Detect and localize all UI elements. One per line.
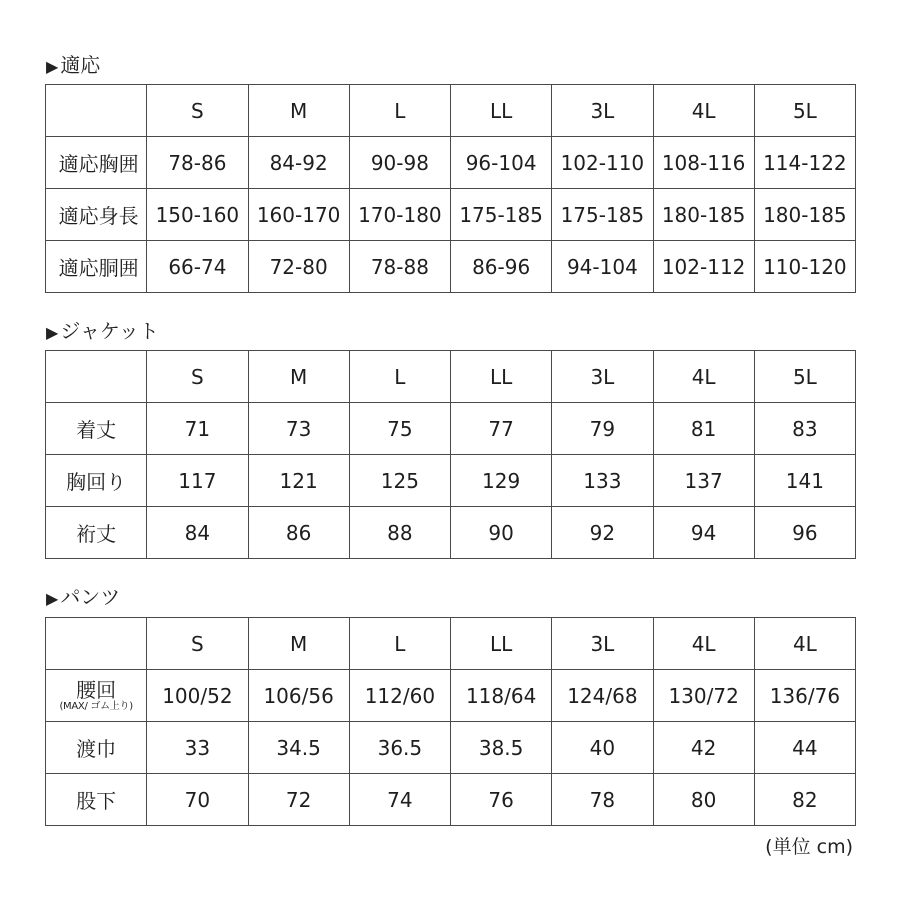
triangle-marker-icon: ▶ xyxy=(46,57,59,76)
row-label: 股下 xyxy=(46,774,147,826)
table-cell: 100/52 xyxy=(147,670,248,722)
table-cell: 112/60 xyxy=(349,670,450,722)
table-cell: 94-104 xyxy=(552,241,653,293)
row-label-main: 腰回 xyxy=(76,677,117,702)
header-cell: 3L xyxy=(552,351,653,403)
table-cell: 38.5 xyxy=(451,722,552,774)
table-cell: 78-86 xyxy=(147,137,248,189)
table-cell: 81 xyxy=(653,403,754,455)
row-label: 裄丈 xyxy=(46,507,147,559)
table-cell: 96-104 xyxy=(451,137,552,189)
table-cell: 74 xyxy=(349,774,450,826)
table-cell: 110-120 xyxy=(754,241,855,293)
table-cell: 102-110 xyxy=(552,137,653,189)
table-cell: 78 xyxy=(552,774,653,826)
table-cell: 34.5 xyxy=(248,722,349,774)
table-cell: 82 xyxy=(754,774,855,826)
row-label: 適応胴囲 xyxy=(46,241,147,293)
table-cell: 84 xyxy=(147,507,248,559)
table-header-row xyxy=(46,85,856,137)
header-cell: 4L xyxy=(653,85,754,137)
row-label-sub: (MAX/ ゴム上り) xyxy=(59,700,133,712)
header-cell: L xyxy=(349,351,450,403)
pants-size-table xyxy=(45,617,856,826)
table-cell: 83 xyxy=(754,403,855,455)
header-cell: LL xyxy=(451,618,552,670)
table-cell: 133 xyxy=(552,455,653,507)
table-cell: 40 xyxy=(552,722,653,774)
header-cell-empty xyxy=(46,351,147,403)
table-row xyxy=(46,507,856,559)
table-row xyxy=(46,774,856,826)
header-cell: 5L xyxy=(754,85,855,137)
table-cell: 72-80 xyxy=(248,241,349,293)
table-cell: 137 xyxy=(653,455,754,507)
table-cell: 108-116 xyxy=(653,137,754,189)
table-cell: 106/56 xyxy=(248,670,349,722)
table-row xyxy=(46,670,856,722)
header-cell: 3L xyxy=(552,85,653,137)
section-title-jacket xyxy=(46,319,159,345)
table-cell: 33 xyxy=(147,722,248,774)
table-cell: 180-185 xyxy=(653,189,754,241)
table-cell: 96 xyxy=(754,507,855,559)
header-cell: 3L xyxy=(552,618,653,670)
table-cell: 170-180 xyxy=(349,189,450,241)
triangle-marker-icon: ▶ xyxy=(46,589,59,608)
table-cell: 92 xyxy=(552,507,653,559)
table-cell: 75 xyxy=(349,403,450,455)
row-label: 渡巾 xyxy=(46,722,147,774)
header-cell: 4L xyxy=(754,618,855,670)
table-cell: 175-185 xyxy=(451,189,552,241)
table-row xyxy=(46,189,856,241)
header-cell: S xyxy=(147,351,248,403)
table-cell: 70 xyxy=(147,774,248,826)
table-cell: 88 xyxy=(349,507,450,559)
row-label: 適応胸囲 xyxy=(46,137,147,189)
section-title-pants xyxy=(46,585,120,611)
section-title-text: 適応 xyxy=(60,53,101,77)
header-cell: LL xyxy=(451,351,552,403)
header-cell: S xyxy=(147,85,248,137)
table-cell: 86-96 xyxy=(451,241,552,293)
table-cell: 180-185 xyxy=(754,189,855,241)
header-cell: 4L xyxy=(653,618,754,670)
table-cell: 141 xyxy=(754,455,855,507)
header-cell: LL xyxy=(451,85,552,137)
table-cell: 94 xyxy=(653,507,754,559)
table-cell: 76 xyxy=(451,774,552,826)
table-cell: 84-92 xyxy=(248,137,349,189)
header-cell-empty xyxy=(46,85,147,137)
row-label: 着丈 xyxy=(46,403,147,455)
table-cell: 90 xyxy=(451,507,552,559)
section-title-fit xyxy=(46,53,100,79)
header-cell: L xyxy=(349,85,450,137)
table-cell: 114-122 xyxy=(754,137,855,189)
table-cell: 36.5 xyxy=(349,722,450,774)
table-row xyxy=(46,241,856,293)
header-cell: 4L xyxy=(653,351,754,403)
header-cell: L xyxy=(349,618,450,670)
table-cell: 121 xyxy=(248,455,349,507)
row-label: 適応身長 xyxy=(46,189,147,241)
table-cell: 129 xyxy=(451,455,552,507)
triangle-marker-icon: ▶ xyxy=(46,323,59,342)
table-cell: 77 xyxy=(451,403,552,455)
header-cell: M xyxy=(248,85,349,137)
header-cell: 5L xyxy=(754,351,855,403)
section-title-text: ジャケット xyxy=(60,319,159,343)
row-label xyxy=(46,670,147,722)
header-cell: M xyxy=(248,618,349,670)
table-cell: 150-160 xyxy=(147,189,248,241)
header-cell: S xyxy=(147,618,248,670)
table-row xyxy=(46,455,856,507)
jacket-size-table xyxy=(45,350,856,559)
table-cell: 124/68 xyxy=(552,670,653,722)
table-cell: 125 xyxy=(349,455,450,507)
table-header-row xyxy=(46,351,856,403)
table-cell: 117 xyxy=(147,455,248,507)
table-cell: 90-98 xyxy=(349,137,450,189)
section-title-text: パンツ xyxy=(60,585,121,609)
header-cell-empty xyxy=(46,618,147,670)
unit-note: (単位 cm) xyxy=(765,836,853,858)
table-cell: 118/64 xyxy=(451,670,552,722)
table-cell: 73 xyxy=(248,403,349,455)
table-cell: 175-185 xyxy=(552,189,653,241)
table-cell: 42 xyxy=(653,722,754,774)
table-row xyxy=(46,137,856,189)
table-cell: 80 xyxy=(653,774,754,826)
table-row xyxy=(46,722,856,774)
fit-size-table xyxy=(45,84,856,293)
table-header-row xyxy=(46,618,856,670)
table-cell: 102-112 xyxy=(653,241,754,293)
table-cell: 44 xyxy=(754,722,855,774)
table-cell: 136/76 xyxy=(754,670,855,722)
header-cell: M xyxy=(248,351,349,403)
table-cell: 66-74 xyxy=(147,241,248,293)
table-cell: 130/72 xyxy=(653,670,754,722)
table-cell: 79 xyxy=(552,403,653,455)
table-row xyxy=(46,403,856,455)
table-cell: 86 xyxy=(248,507,349,559)
table-cell: 160-170 xyxy=(248,189,349,241)
table-cell: 72 xyxy=(248,774,349,826)
table-cell: 71 xyxy=(147,403,248,455)
table-cell: 78-88 xyxy=(349,241,450,293)
row-label: 胸回り xyxy=(46,455,147,507)
